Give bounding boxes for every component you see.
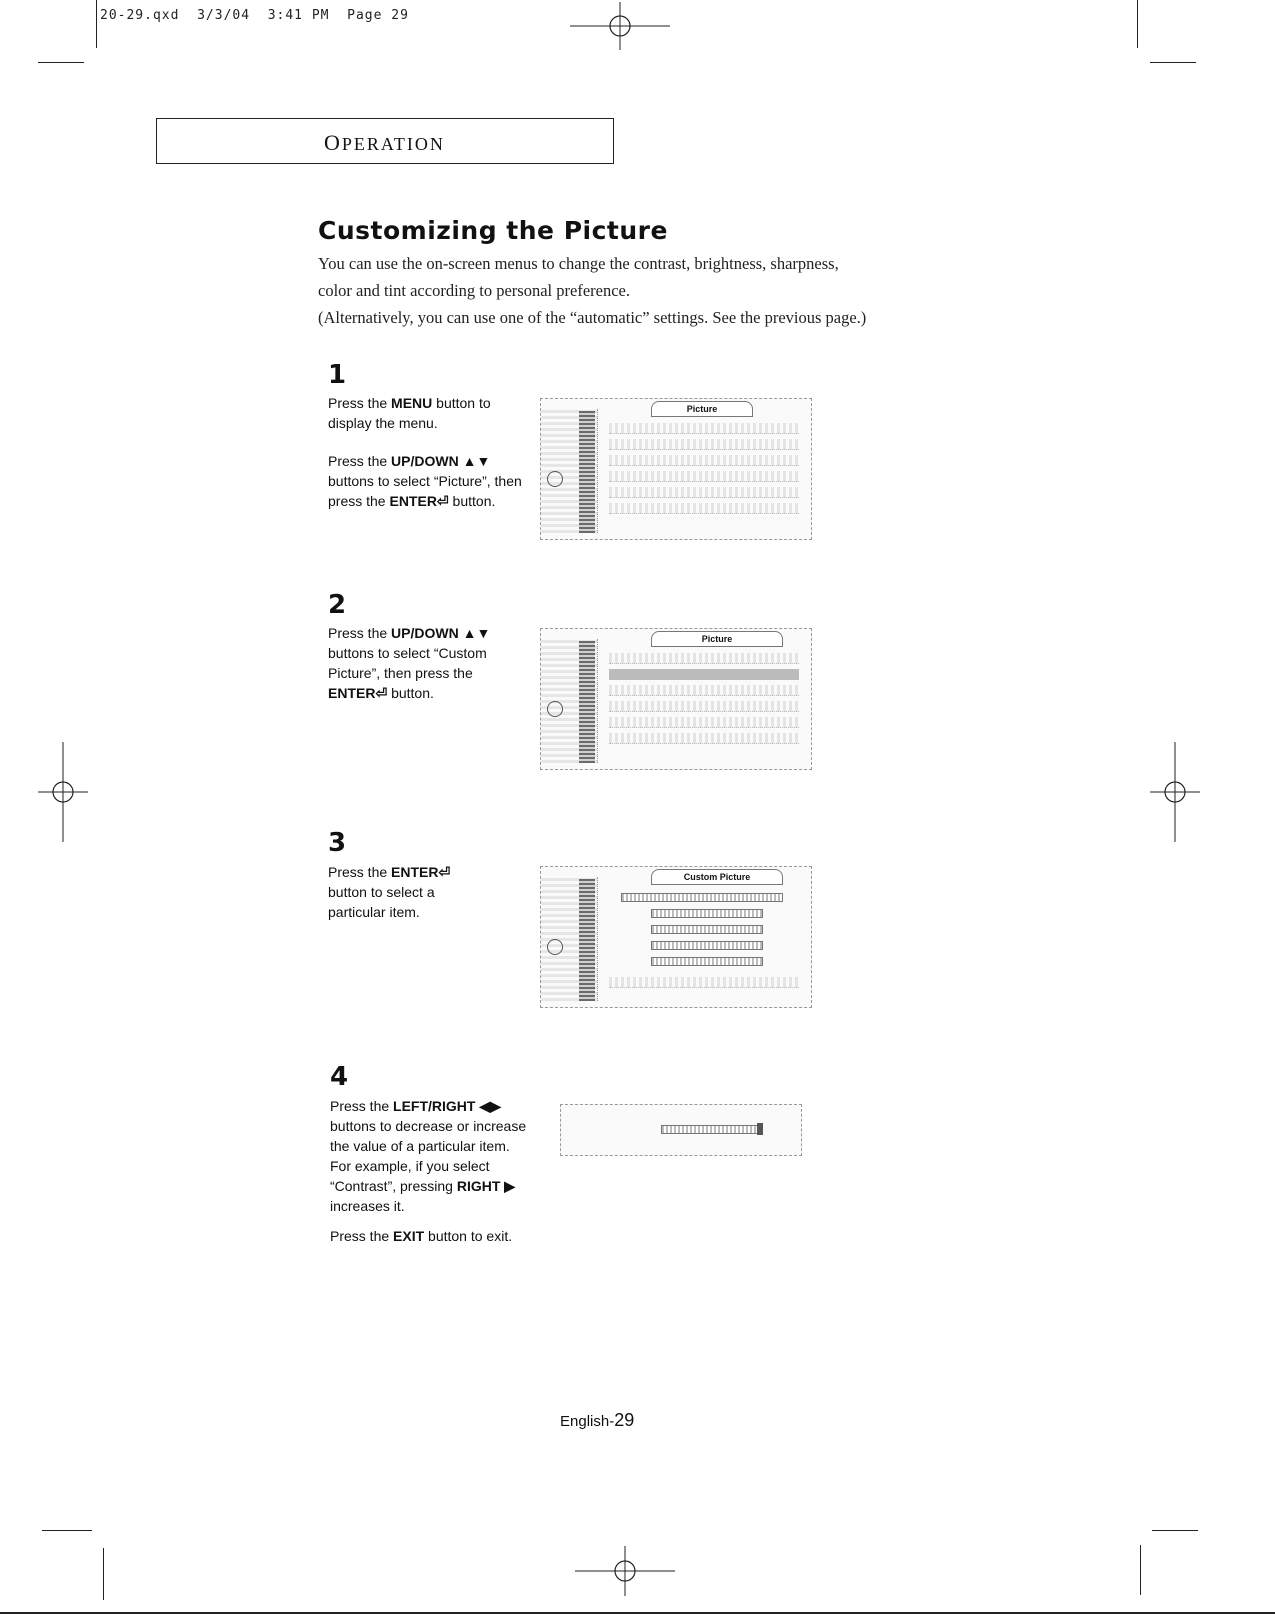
intro-paragraph (318, 250, 998, 331)
crop-mark (1150, 62, 1196, 63)
right-button-label: RIGHT ▶ (456, 1178, 516, 1194)
text: increases it. (330, 1198, 405, 1214)
text: button. (448, 493, 496, 509)
crop-mark (42, 1530, 92, 1531)
slider-bar (651, 941, 763, 950)
registration-mark-icon (1150, 742, 1200, 842)
bottom-edge-rule (0, 1612, 1275, 1614)
crop-mark (103, 1548, 104, 1600)
text: button. (387, 685, 434, 701)
text: Press the (328, 625, 392, 641)
menu-tab: Picture (651, 631, 783, 647)
menu-icon-strip-highlight (579, 641, 595, 763)
menu-row (609, 471, 799, 482)
menu-row (609, 717, 799, 728)
crop-mark (38, 62, 84, 63)
text: For example, if you select “Contrast”, pressing (330, 1158, 490, 1194)
registration-mark-icon (570, 2, 670, 50)
crop-mark (1137, 0, 1138, 48)
print-slug: 20-29.qxd 3/3/04 3:41 PM Page 29 (100, 8, 409, 23)
step-instructions (328, 623, 523, 721)
section-title (324, 130, 445, 156)
step-number: 3 (328, 828, 347, 858)
step-paragraph (328, 862, 488, 922)
slider-bar (651, 909, 763, 918)
section-title-rest: PERATION (341, 134, 445, 154)
menu-icon-strip-highlight (579, 879, 595, 1001)
menu-icon-strip-highlight (579, 411, 595, 533)
text: button to exit. (424, 1228, 513, 1244)
menu-button-label: MENU (391, 395, 433, 411)
menu-row (609, 685, 799, 696)
exit-button-label: EXIT (393, 1228, 425, 1244)
step-number: 2 (328, 590, 347, 620)
step-paragraph (330, 1156, 535, 1216)
step-paragraph (330, 1096, 535, 1156)
crop-mark (96, 0, 97, 48)
menu-row (609, 439, 799, 450)
step-instructions (328, 393, 528, 529)
menu-row (609, 669, 799, 680)
slider-bar (651, 957, 763, 966)
intro-line: color and tint according to personal preference. (318, 281, 630, 300)
up-down-button-label: UP/DOWN ▲▼ (391, 625, 491, 641)
section-title-initial: O (324, 130, 342, 155)
crop-mark (1152, 1530, 1198, 1531)
text: button to display the menu. (328, 395, 491, 431)
menu-row (609, 423, 799, 434)
page-label: English- (560, 1413, 615, 1430)
intro-line: You can use the on-screen menus to change the contrast, brightness, sharpness, (318, 254, 839, 273)
page-number-value: 29 (614, 1410, 635, 1430)
tv-menu-screenshot (540, 866, 812, 1008)
menu-row (609, 455, 799, 466)
circle-icon (547, 939, 563, 955)
enter-button-label: ENTER⏎ (328, 685, 388, 701)
tv-slider-screenshot (560, 1104, 802, 1156)
menu-row (609, 701, 799, 712)
tv-menu-screenshot (540, 628, 812, 770)
enter-button-label: ENTER⏎ (389, 493, 449, 509)
step-paragraph (330, 1226, 535, 1246)
text: buttons to select “Custom Picture”, then press the (328, 645, 487, 681)
step-number: 1 (328, 360, 347, 390)
slider-handle (757, 1123, 763, 1135)
menu-row (609, 977, 799, 988)
step-instructions (328, 862, 488, 940)
step-paragraph (328, 623, 523, 703)
menu-row (609, 487, 799, 498)
up-down-button-label: UP/DOWN ▲▼ (391, 453, 491, 469)
text: button to select a particular item. (328, 884, 435, 920)
slider-bar (621, 893, 783, 902)
menu-row (609, 503, 799, 514)
slider-bar (651, 925, 763, 934)
circle-icon (547, 701, 563, 717)
left-right-button-label: LEFT/RIGHT ◀▶ (393, 1098, 501, 1114)
page-number (560, 1410, 634, 1431)
enter-button-label: ENTER⏎ (391, 864, 451, 880)
circle-icon (547, 471, 563, 487)
menu-row (609, 653, 799, 664)
registration-mark-icon (38, 742, 88, 842)
text: Press the (330, 1098, 394, 1114)
text: buttons to decrease or increase the value of a particular item. (330, 1118, 527, 1154)
slider-bar (661, 1125, 763, 1134)
step-paragraph (328, 393, 528, 433)
menu-tab: Picture (651, 401, 753, 417)
step-number: 4 (330, 1062, 349, 1092)
menu-row (609, 733, 799, 744)
text: buttons to select “Picture”, then press the (328, 473, 522, 509)
crop-mark (1140, 1545, 1141, 1595)
menu-tab: Custom Picture (651, 869, 783, 885)
text: Press the (328, 864, 392, 880)
text: Press the (328, 453, 392, 469)
text: Press the (330, 1228, 394, 1244)
text: Press the (328, 395, 392, 411)
step-paragraph (328, 451, 528, 511)
step-instructions (330, 1096, 535, 1264)
tv-menu-screenshot (540, 398, 812, 540)
page-title: Customizing the Picture (318, 216, 668, 245)
registration-mark-icon (575, 1546, 675, 1596)
intro-line: (Alternatively, you can use one of the “automatic” settings. See the previous page.) (318, 308, 867, 327)
